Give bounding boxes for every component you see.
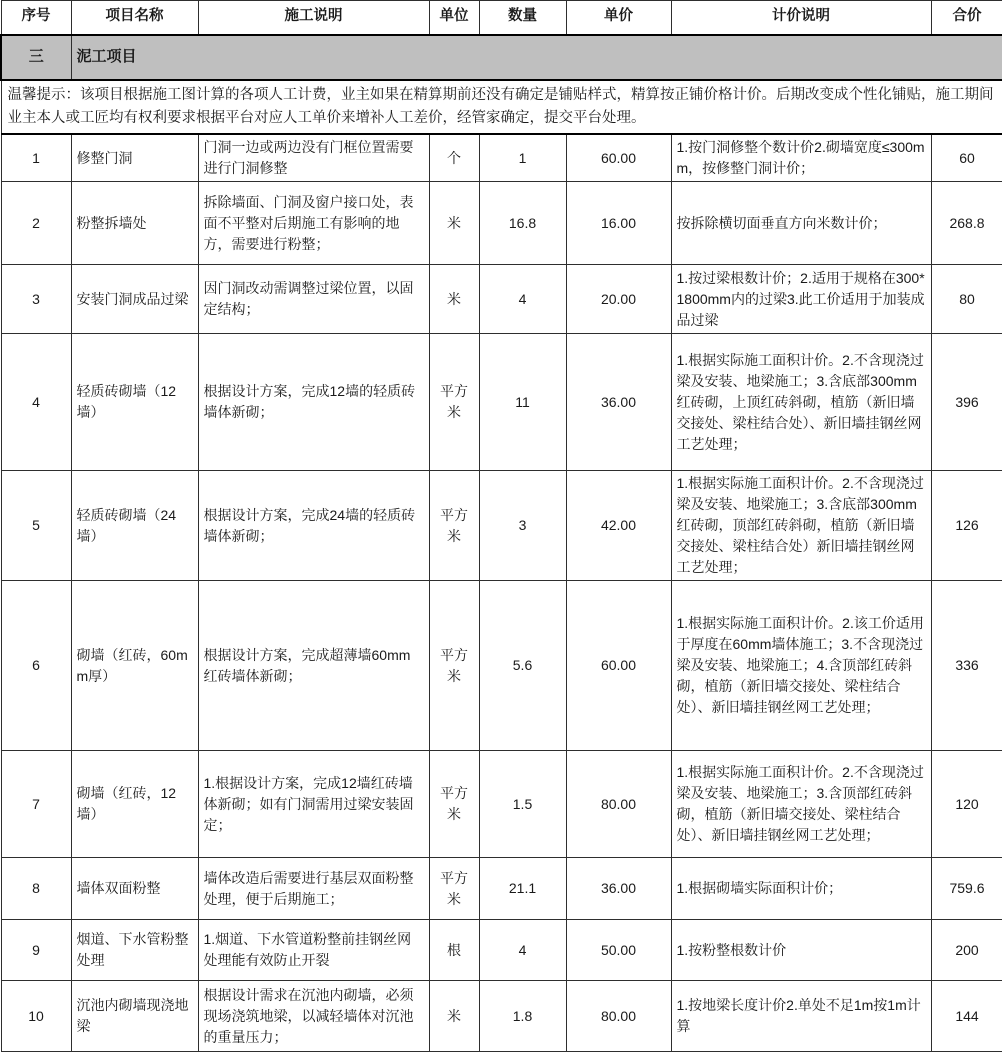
table-row-4 <box>1 334 1002 471</box>
cell-construction-desc: 墙体改造后需要进行基层双面粉整处理，便于后期施工； <box>198 858 429 920</box>
cell-pricing-desc: 1.根据实际施工面积计价。2.不含现浇过梁及安装、地梁施工；3.含顶部红砖斜砌，植筋（新旧墙交接处、梁柱结合处）、新旧墙挂钢丝网工艺处理； <box>671 751 931 858</box>
cell-project-name: 砌墙（红砖，12墙） <box>71 751 198 858</box>
cell-construction-desc: 根据设计需求在沉池内砌墙，必须现场浇筑地梁，以减轻墙体对沉池的重量压力； <box>198 981 429 1052</box>
cell-project-name: 沉池内砌墙现浇地梁 <box>71 981 198 1052</box>
cell-seq: 7 <box>1 751 71 858</box>
cell-unit: 个 <box>429 134 479 182</box>
column-header-unit: 单位 <box>429 1 479 35</box>
cell-unit: 平方米 <box>429 334 479 471</box>
column-header-project-name: 项目名称 <box>71 1 198 35</box>
cell-project-name: 烟道、下水管粉整处理 <box>71 920 198 981</box>
column-header-total: 合价 <box>931 1 1002 35</box>
cell-total: 60 <box>931 134 1002 182</box>
cell-seq: 4 <box>1 334 71 471</box>
cell-project-name: 墙体双面粉整 <box>71 858 198 920</box>
cell-project-name: 安装门洞成品过梁 <box>71 265 198 334</box>
cell-total: 759.6 <box>931 858 1002 920</box>
cell-quantity: 16.8 <box>479 182 566 265</box>
table-row-2 <box>1 182 1002 265</box>
cell-total: 144 <box>931 981 1002 1052</box>
cell-pricing-desc: 1.根据实际施工面积计价。2.该工价适用于厚度在60mm墙体施工；3.不含现浇过梁及安装、地梁施工；4.含顶部红砖斜砌，植筋（新旧墙交接处、梁柱结合处）、新旧墙挂钢丝网工艺处理； <box>671 581 931 751</box>
cell-project-name: 粉整拆墙处 <box>71 182 198 265</box>
cell-pricing-desc: 1.根据砌墙实际面积计价； <box>671 858 931 920</box>
cell-construction-desc: 因门洞改动需调整过梁位置，以固定结构； <box>198 265 429 334</box>
table-row-7 <box>1 751 1002 858</box>
cell-seq: 8 <box>1 858 71 920</box>
cell-unit-price: 36.00 <box>566 858 671 920</box>
cell-unit: 米 <box>429 182 479 265</box>
cell-seq: 2 <box>1 182 71 265</box>
section-row <box>1 35 1002 80</box>
cell-unit-price: 50.00 <box>566 920 671 981</box>
cell-construction-desc: 1.根据设计方案，完成12墙红砖墙体新砌；如有门洞需用过梁安装固定； <box>198 751 429 858</box>
cell-seq: 6 <box>1 581 71 751</box>
cell-quantity: 11 <box>479 334 566 471</box>
cell-construction-desc: 根据设计方案，完成超薄墙60mm红砖墙体新砌； <box>198 581 429 751</box>
cell-seq: 10 <box>1 981 71 1052</box>
cell-quantity: 4 <box>479 920 566 981</box>
table-row-3 <box>1 265 1002 334</box>
section-title: 泥工项目 <box>71 35 1002 80</box>
column-header-quantity: 数量 <box>479 1 566 35</box>
cell-project-name: 轻质砖砌墙（12墙） <box>71 334 198 471</box>
cell-quantity: 1 <box>479 134 566 182</box>
cell-quantity: 21.1 <box>479 858 566 920</box>
cell-construction-desc: 拆除墙面、门洞及窗户接口处，表面不平整对后期施工有影响的地方，需要进行粉整； <box>198 182 429 265</box>
cell-seq: 3 <box>1 265 71 334</box>
cell-unit: 根 <box>429 920 479 981</box>
cell-unit: 米 <box>429 981 479 1052</box>
cell-seq: 5 <box>1 471 71 581</box>
cell-construction-desc: 门洞一边或两边没有门框位置需要进行门洞修整 <box>198 134 429 182</box>
cell-unit-price: 20.00 <box>566 265 671 334</box>
cell-unit-price: 80.00 <box>566 751 671 858</box>
cell-unit-price: 42.00 <box>566 471 671 581</box>
column-header-construction-desc: 施工说明 <box>198 1 429 35</box>
cell-unit: 平方米 <box>429 858 479 920</box>
cell-quantity: 1.5 <box>479 751 566 858</box>
cell-quantity: 1.8 <box>479 981 566 1052</box>
table-row-10 <box>1 981 1002 1052</box>
table-row-5 <box>1 471 1002 581</box>
cell-unit-price: 80.00 <box>566 981 671 1052</box>
cell-total: 200 <box>931 920 1002 981</box>
column-header-seq: 序号 <box>1 1 71 35</box>
cell-total: 126 <box>931 471 1002 581</box>
table-row-1 <box>1 134 1002 182</box>
notice-row <box>1 80 1002 135</box>
table-row-9 <box>1 920 1002 981</box>
cell-unit: 平方米 <box>429 751 479 858</box>
header-row <box>1 1 1002 35</box>
cell-unit-price: 16.00 <box>566 182 671 265</box>
cell-construction-desc: 根据设计方案，完成24墙的轻质砖墙体新砌； <box>198 471 429 581</box>
table-row-6 <box>1 581 1002 751</box>
table-row-8 <box>1 858 1002 920</box>
cell-total: 120 <box>931 751 1002 858</box>
cell-unit-price: 60.00 <box>566 581 671 751</box>
cell-construction-desc: 1.烟道、下水管道粉整前挂钢丝网处理能有效防止开裂 <box>198 920 429 981</box>
column-header-unit-price: 单价 <box>566 1 671 35</box>
cell-pricing-desc: 1.根据实际施工面积计价。2.不含现浇过梁及安装、地梁施工；3.含底部300mm红砖砌，上顶红砖斜砌，植筋（新旧墙交接处、梁柱结合处）、新旧墙挂钢丝网工艺处理； <box>671 334 931 471</box>
cell-pricing-desc: 1.根据实际施工面积计价。2.不含现浇过梁及安装、地梁施工；3.含底部300mm红砖砌，顶部红砖斜砌，植筋（新旧墙交接处、梁柱结合处）新旧墙挂钢丝网工艺处理； <box>671 471 931 581</box>
cell-pricing-desc: 1.按门洞修整个数计价2.砌墙宽度≤300mm，按修整门洞计价； <box>671 134 931 182</box>
cell-quantity: 3 <box>479 471 566 581</box>
cell-unit: 平方米 <box>429 471 479 581</box>
cell-quantity: 5.6 <box>479 581 566 751</box>
notice-text: 温馨提示：该项目根据施工图计算的各项人工计费，业主如果在精算期前还没有确定是铺贴样式，精算按正铺价格计价。后期改变成个性化铺贴，施工期间业主本人或工匠均有权利要求根据平台对应人工单价来增补人工差价，经管家确定，提交平台处理。 <box>1 80 1002 135</box>
cell-unit-price: 36.00 <box>566 334 671 471</box>
cell-pricing-desc: 1.按过梁根数计价；2.适用于规格在300*1800mm内的过梁3.此工价适用于加装成品过梁 <box>671 265 931 334</box>
cell-unit: 平方米 <box>429 581 479 751</box>
cell-quantity: 4 <box>479 265 566 334</box>
cell-project-name: 修整门洞 <box>71 134 198 182</box>
cell-seq: 1 <box>1 134 71 182</box>
cell-construction-desc: 根据设计方案，完成12墙的轻质砖墙体新砌； <box>198 334 429 471</box>
cell-unit: 米 <box>429 265 479 334</box>
section-index: 三 <box>1 35 71 80</box>
cell-pricing-desc: 1.按地梁长度计价2.单处不足1m按1m计算 <box>671 981 931 1052</box>
cell-pricing-desc: 1.按粉整根数计价 <box>671 920 931 981</box>
cell-total: 80 <box>931 265 1002 334</box>
cell-pricing-desc: 按拆除横切面垂直方向米数计价； <box>671 182 931 265</box>
cell-unit-price: 60.00 <box>566 134 671 182</box>
cell-total: 268.8 <box>931 182 1002 265</box>
cell-total: 396 <box>931 334 1002 471</box>
cell-total: 336 <box>931 581 1002 751</box>
column-header-pricing-desc: 计价说明 <box>671 1 931 35</box>
cell-project-name: 砌墙（红砖，60mm厚） <box>71 581 198 751</box>
cell-project-name: 轻质砖砌墙（24墙） <box>71 471 198 581</box>
cell-seq: 9 <box>1 920 71 981</box>
